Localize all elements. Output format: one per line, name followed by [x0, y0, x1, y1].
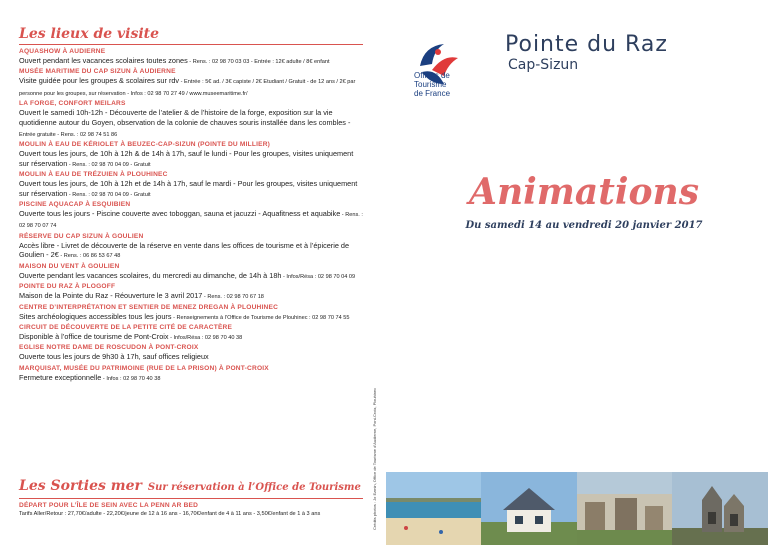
- sorties-entry-title: DÉPART POUR L’ÎLE DE SEIN AVEC LA PENN AR BED: [19, 502, 199, 509]
- lieu-body: [19, 179, 363, 200]
- sorties-divider: [19, 498, 363, 499]
- lieu-entry: [19, 283, 363, 302]
- lieu-description: Accès libre - Livret de découverte de la réserve en vente dans les offices de tourisme et à l’épicerie de Goulien - 2€: [19, 240, 350, 260]
- animations-header: [400, 170, 768, 231]
- lieu-title: PISCINE AQUACAP À ESQUIBIEN: [19, 201, 131, 209]
- lieu-body: [19, 56, 363, 67]
- logo-line: de France: [414, 89, 451, 98]
- brand-line1: Pointe du Raz: [505, 32, 668, 57]
- lieu-description: Ouvert tous les jours, de 10h à 12h & de 14h à 17h, sauf le lundi - Pour les groupes, visites uniquement sur réservation: [19, 149, 354, 168]
- lieu-entry: [19, 48, 363, 67]
- sorties-section: [19, 478, 363, 519]
- lieu-description: Ouverte pendant les vacances scolaires, du mercredi au dimanche, de 14h à 18h: [19, 270, 282, 280]
- lieu-title: AQUASHOW À AUDIERNE: [19, 48, 106, 55]
- lieu-description: Ouvert pendant les vacances scolaires toutes zones: [19, 56, 188, 65]
- lieu-entry: [19, 324, 363, 343]
- sorties-entry-body: Tarifs Aller/Retour : 27,70€/adulte - 22,20€/jeune de 12 à 16 ans - 16,70€/enfant de 4 à 11 ans - 3,50€/enfant de 1 à 3 ans: [19, 511, 321, 517]
- lieu-title: RÉSERVE DU CAP SIZUN À GOULIEN: [19, 232, 144, 240]
- lieu-description: Fermeture exceptionnelle: [19, 372, 102, 382]
- photo-house: [481, 472, 577, 545]
- lieu-description: Disponible à l’office de tourisme de Pont-Croix: [19, 331, 169, 341]
- logo-line: Offices de: [414, 71, 450, 80]
- sorties-subtitle: Sur réservation à l’Office de Tourisme: [147, 482, 361, 493]
- lieu-title: MOULIN À EAU DE KÉRIOLET À BEUZEC-CAP-SIZUN (POINTE DU MILLIER): [19, 141, 271, 149]
- lieu-body: [19, 241, 363, 262]
- lieu-info: - Entrée : 5€ ad. / 3€ capiste / 2€ Etudiant / Gratuit - de 12 ans / 2€ par personne pour les groupes, sur réservation - Infos : 02 98 70 27 49 / www.museemaritime.fr/: [19, 79, 356, 97]
- house-photo-icon: [481, 472, 577, 545]
- photo-beach: [386, 472, 481, 545]
- sorties-heading: [19, 478, 363, 496]
- logo-line: Tourisme: [414, 80, 447, 89]
- lieu-title: CENTRE D’INTERPRÉTATION ET SENTIER DE MENEZ DREGAN À PLOUHINEC: [19, 303, 279, 311]
- lieu-body: [19, 332, 363, 343]
- sorties-title: Les Sorties mer: [19, 478, 142, 494]
- lieu-info: - Rens. : 02 98 70 04 09 - Gratuit: [67, 161, 151, 168]
- lieu-entry: [19, 233, 363, 262]
- lieu-info: - Rens. : 06 86 53 67 48: [58, 253, 121, 260]
- lieu-body: [19, 271, 363, 282]
- photo-credits: [368, 380, 378, 530]
- beach-photo-icon: [386, 472, 481, 545]
- lieu-entry: [19, 344, 363, 363]
- lieu-info: Entrée gratuite - Rens. : 02 98 74 51 86: [19, 132, 118, 139]
- lieu-description: Maison de la Pointe du Raz - Réouverture le 3 avril 2017: [19, 291, 203, 301]
- lieu-entry: [19, 365, 363, 384]
- lieu-body: [19, 373, 363, 384]
- brand-line2: Cap-Sizun: [508, 57, 579, 73]
- lieux-list: [19, 48, 363, 384]
- lieu-info: - Infos : 02 98 70 40 38: [101, 375, 161, 382]
- lieu-entry: [19, 263, 363, 282]
- animations-dates: Du samedi 14 au vendredi 20 janvier 2017: [465, 220, 703, 231]
- lieu-title: MARQUISAT, MUSÉE DU PATRIMOINE (RUE DE LA PRISON) À PONT-CROIX: [19, 364, 269, 372]
- lieu-info: - Renseignements à l’Office de Tourisme de Plouhinec : 02 98 70 74 55: [171, 314, 350, 321]
- offices-de-tourisme-label: [414, 71, 450, 98]
- pointe-du-raz-logo: [505, 33, 668, 73]
- lieu-entry: [19, 141, 363, 170]
- lieu-description: Visite guidée pour les groupes & scolaires sur rdv: [19, 76, 180, 86]
- lieu-info: - Rens. : 02 98 70 07 74: [19, 212, 363, 230]
- lieu-description: Ouverte tous les jours - Piscine couverte avec toboggan, sauna et jacuzzi - Aquafitness et aquabike: [19, 209, 341, 219]
- ruins-photo-icon: [577, 472, 672, 545]
- lieu-body: [19, 76, 363, 99]
- lieu-title: MOULIN À EAU DE TRÉZUIEN À PLOUHINEC: [19, 171, 168, 179]
- photo-credits-text: Crédits photos : Jo Ezmin, Office de Tourisme d’Audierne, Pont-Croix, Plouhinec: [372, 387, 377, 530]
- chapel-photo-icon: [672, 472, 768, 545]
- lieu-entry: [19, 304, 363, 323]
- title-divider: [19, 44, 363, 45]
- lieux-title: Les lieux de visite: [19, 26, 160, 42]
- lieu-body: [19, 291, 363, 302]
- lieu-title: POINTE DU RAZ À PLOGOFF: [19, 283, 116, 291]
- animations-title: Animations: [469, 171, 699, 213]
- lieu-info: - Rens. : 02 98 70 67 18: [202, 294, 264, 301]
- lieu-body: [19, 352, 363, 363]
- lieu-body: [19, 209, 363, 232]
- lieu-entry: [19, 201, 363, 232]
- lieu-body: [19, 149, 363, 170]
- lieu-title: MUSÉE MARITIME DU CAP SIZUN À AUDIERNE: [19, 68, 176, 76]
- lieu-description: Ouvert tous les jours, de 10h à 12h et de 14h à 17h, sauf le mardi - Pour les groupes, visites uniquement sur réservation: [19, 179, 358, 198]
- lieu-info: - Infos/Résa : 02 98 70 04 09: [281, 273, 356, 280]
- photo-chapel: [672, 472, 768, 545]
- lieu-entry: [19, 68, 363, 99]
- lieu-info: - Rens. : 02 98 70 04 09 - Gratuit: [67, 191, 151, 198]
- lieu-info: - Rens. : 02 98 70 03 03 - Entrée : 12€ adulte / 8€ enfant: [187, 59, 330, 65]
- lieu-title: CIRCUIT DE DÉCOUVERTE DE LA PETITE CITÉ DE CARACTÈRE: [19, 323, 233, 331]
- lieu-body: [19, 312, 363, 323]
- lieu-entry: [19, 171, 363, 200]
- lieu-entry: [19, 100, 363, 140]
- lieux-section: [19, 26, 363, 385]
- lieu-title: MAISON DU VENT À GOULIEN: [19, 262, 120, 270]
- photo-ruins: [577, 472, 672, 545]
- lieu-title: EGLISE NOTRE DAME DE ROSCUDON À PONT-CROIX: [19, 344, 199, 352]
- lieu-info: - Infos/Résa : 02 98 70 40 38: [168, 334, 243, 341]
- photo-strip: [386, 472, 768, 545]
- lieu-description: Sites archéologiques accessibles tous les jours: [19, 311, 172, 321]
- lieu-title: LA FORGE, CONFORT MEILARS: [19, 100, 126, 108]
- lieu-body: [19, 108, 363, 140]
- lieu-description: Ouvert le samedi 10h-12h - Découverte de l’atelier & de l’histoire de la forge, exposition sur la vie quotidienne autour du Goyen, observation de la colonie de chauves souris installée dans les combles -: [19, 108, 351, 127]
- lieu-description: Ouverte tous les jours de 9h30 à 17h, sauf offices religieux: [19, 352, 209, 362]
